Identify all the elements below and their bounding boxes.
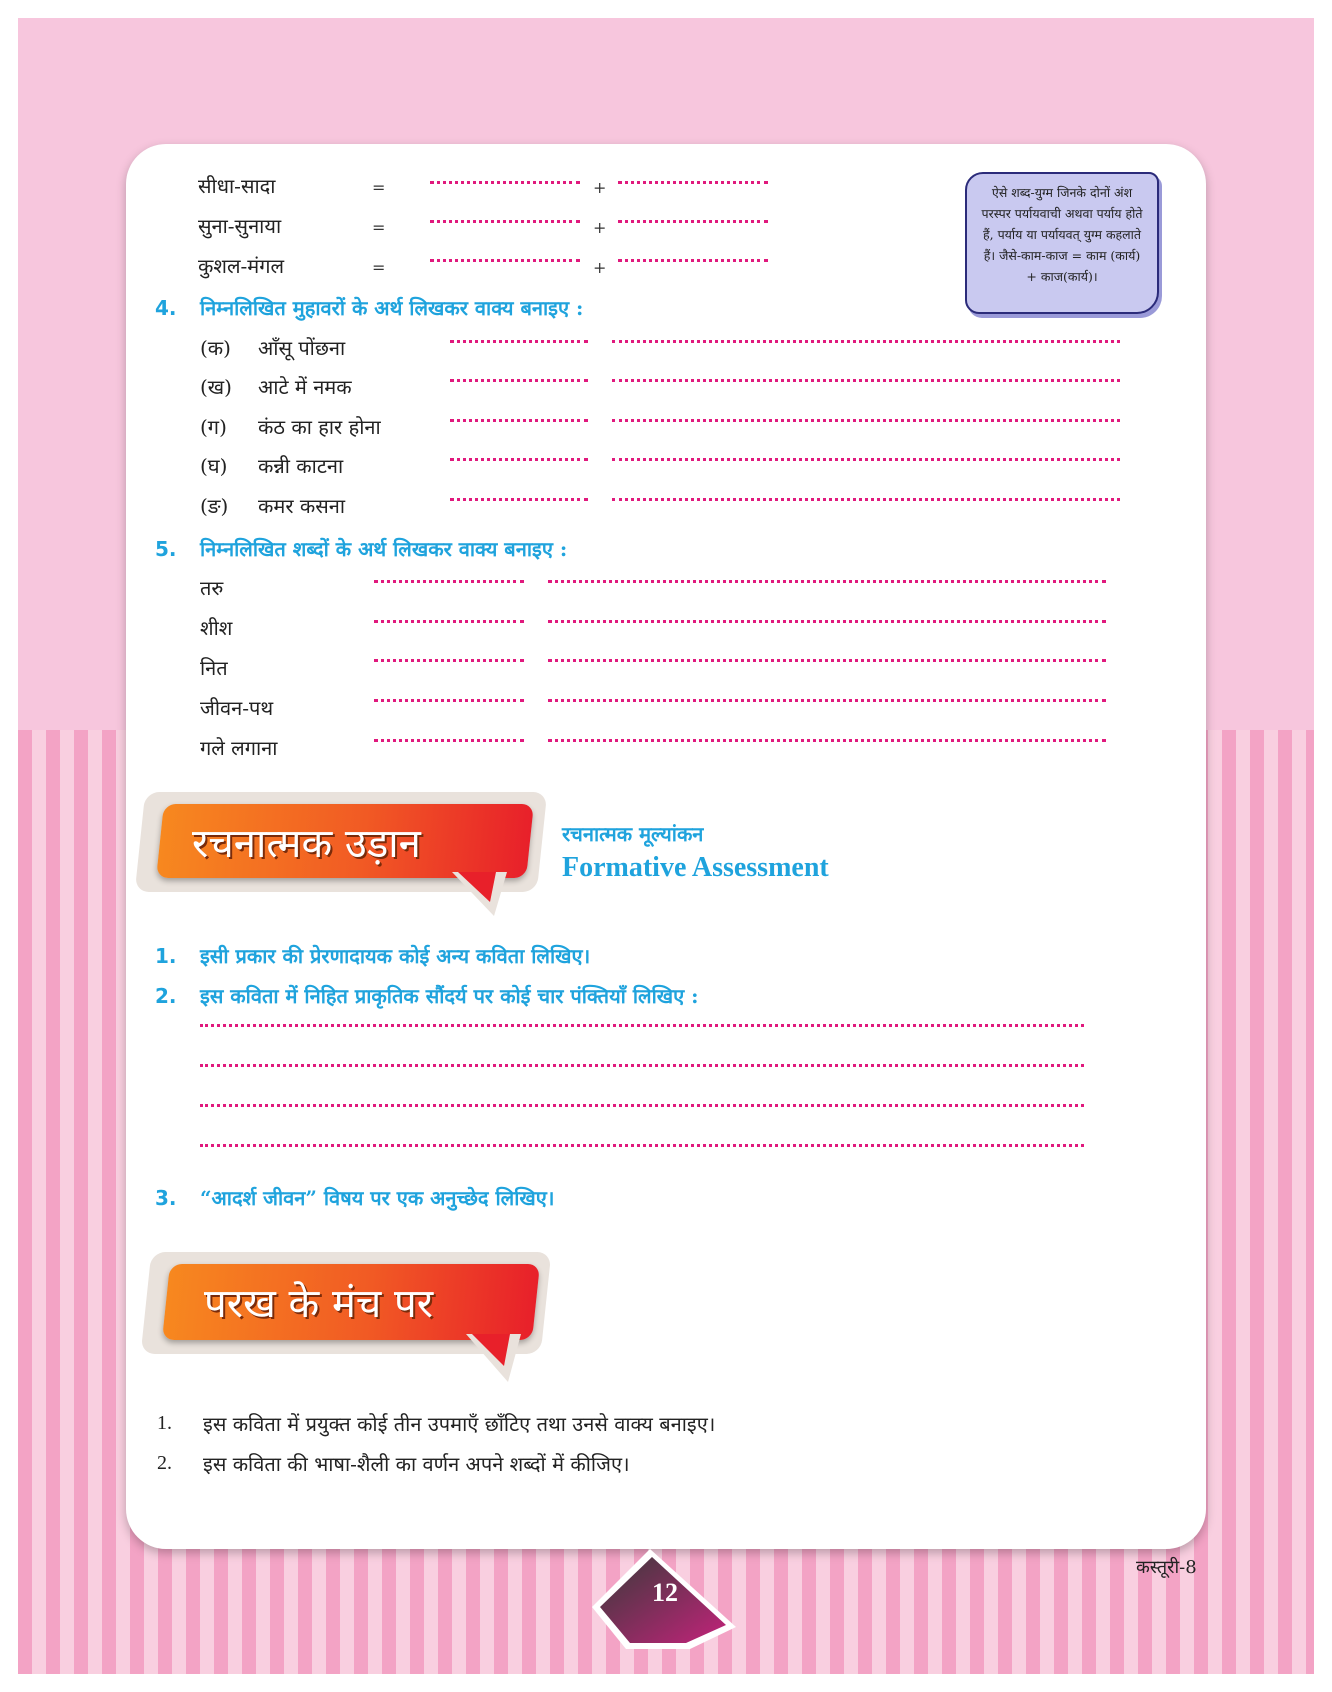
- word-item: तरु: [200, 576, 224, 600]
- question-number: 2.: [157, 1452, 172, 1474]
- word-item: नित: [200, 656, 228, 680]
- question-text: इसी प्रकार की प्रेरणादायक कोई अन्य कविता लिखिए।: [200, 944, 591, 968]
- writing-line[interactable]: [200, 1024, 1084, 1027]
- sentence-blank[interactable]: [548, 620, 1106, 623]
- speech-tail-icon: [452, 872, 512, 918]
- question-number: 1.: [155, 944, 177, 968]
- sentence-blank[interactable]: [612, 419, 1120, 422]
- answer-blank[interactable]: [618, 259, 768, 262]
- question-text: निम्नलिखित शब्दों के अर्थ लिखकर वाक्य बनाइए :: [200, 537, 568, 561]
- meaning-blank[interactable]: [374, 659, 524, 662]
- banner-title: परख के मंच पर: [204, 1281, 434, 1327]
- idiom-label: (घ): [200, 454, 228, 478]
- idiom-text: कमर कसना: [258, 494, 346, 518]
- sentence-blank[interactable]: [612, 340, 1120, 343]
- idiom-text: आटे में नमक: [258, 375, 352, 399]
- book-title: कस्तूरी-8: [1136, 1557, 1197, 1578]
- answer-blank[interactable]: [430, 259, 580, 262]
- idiom-text: कन्नी काटना: [258, 454, 344, 478]
- question-number: 4.: [155, 296, 177, 320]
- question-number: 1.: [157, 1412, 172, 1434]
- question-text: निम्नलिखित मुहावरों के अर्थ लिखकर वाक्य बनाइए :: [200, 296, 584, 320]
- meaning-blank[interactable]: [374, 699, 524, 702]
- page-number: 12: [652, 1578, 678, 1607]
- banner-title: रचनात्मक उड़ान: [192, 821, 421, 867]
- info-note: [965, 172, 1159, 314]
- formative-hindi: रचनात्मक मूल्यांकन: [562, 822, 704, 846]
- idiom-label: (क): [200, 336, 231, 360]
- sentence-blank[interactable]: [548, 739, 1106, 742]
- question-number: 2.: [155, 984, 177, 1008]
- word-item: गले लगाना: [200, 736, 278, 760]
- answer-blank[interactable]: [430, 220, 580, 223]
- pair-word: सीधा-सादा: [198, 174, 276, 198]
- meaning-blank[interactable]: [374, 580, 524, 583]
- sentence-blank[interactable]: [548, 659, 1106, 662]
- meaning-blank[interactable]: [450, 458, 588, 461]
- answer-blank[interactable]: [618, 181, 768, 184]
- formative-english: Formative Assessment: [562, 852, 829, 883]
- question-number: 3.: [155, 1186, 177, 1210]
- writing-line[interactable]: [200, 1064, 1084, 1067]
- answer-blank[interactable]: [430, 181, 580, 184]
- writing-line[interactable]: [200, 1144, 1084, 1147]
- pair-word: सुना-सुनाया: [198, 214, 282, 238]
- answer-blank[interactable]: [618, 220, 768, 223]
- equals-sign: =: [372, 218, 386, 237]
- idiom-label: (ग): [200, 415, 227, 439]
- meaning-blank[interactable]: [450, 498, 588, 501]
- word-item: शीश: [200, 616, 233, 640]
- question-text: इस कविता में प्रयुक्त कोई तीन उपमाएँ छाँटिए तथा उनसे वाक्य बनाइए।: [203, 1412, 716, 1436]
- pair-word: कुशल-मंगल: [198, 254, 285, 278]
- speech-tail-icon: [466, 1334, 526, 1384]
- sentence-blank[interactable]: [612, 498, 1120, 501]
- meaning-blank[interactable]: [450, 419, 588, 422]
- meaning-blank[interactable]: [450, 340, 588, 343]
- equals-sign: =: [372, 178, 386, 197]
- idiom-label: (ङ): [200, 494, 229, 518]
- question-text: इस कविता की भाषा-शैली का वर्णन अपने शब्दों में कीजिए।: [203, 1452, 630, 1476]
- plus-sign: +: [593, 178, 607, 197]
- meaning-blank[interactable]: [374, 739, 524, 742]
- idiom-text: कंठ का हार होना: [258, 415, 381, 439]
- writing-line[interactable]: [200, 1104, 1084, 1107]
- plus-sign: +: [593, 218, 607, 237]
- sentence-blank[interactable]: [612, 379, 1120, 382]
- question-number: 5.: [155, 537, 177, 561]
- question-text: “आदर्श जीवन” विषय पर एक अनुच्छेद लिखिए।: [200, 1186, 555, 1210]
- idiom-text: आँसू पोंछना: [258, 336, 346, 360]
- plus-sign: +: [593, 258, 607, 277]
- idiom-label: (ख): [200, 375, 232, 399]
- sentence-blank[interactable]: [548, 699, 1106, 702]
- question-text: इस कविता में निहित प्राकृतिक सौंदर्य पर कोई चार पंक्तियाँ लिखिए :: [200, 984, 699, 1008]
- info-note-text: ऐसे शब्द-युग्म जिनके दोनों अंश परस्पर पर्यायवाची अथवा पर्याय होते हैं, पर्याय या पर्यायवत् युग्म कहलाते हैं। जैसे-काम-काज = काम (कार्य) + काज(कार्य)।: [981, 185, 1143, 284]
- word-item: जीवन-पथ: [200, 696, 274, 720]
- sentence-blank[interactable]: [548, 580, 1106, 583]
- equals-sign: =: [372, 258, 386, 277]
- meaning-blank[interactable]: [374, 620, 524, 623]
- meaning-blank[interactable]: [450, 379, 588, 382]
- sentence-blank[interactable]: [612, 458, 1120, 461]
